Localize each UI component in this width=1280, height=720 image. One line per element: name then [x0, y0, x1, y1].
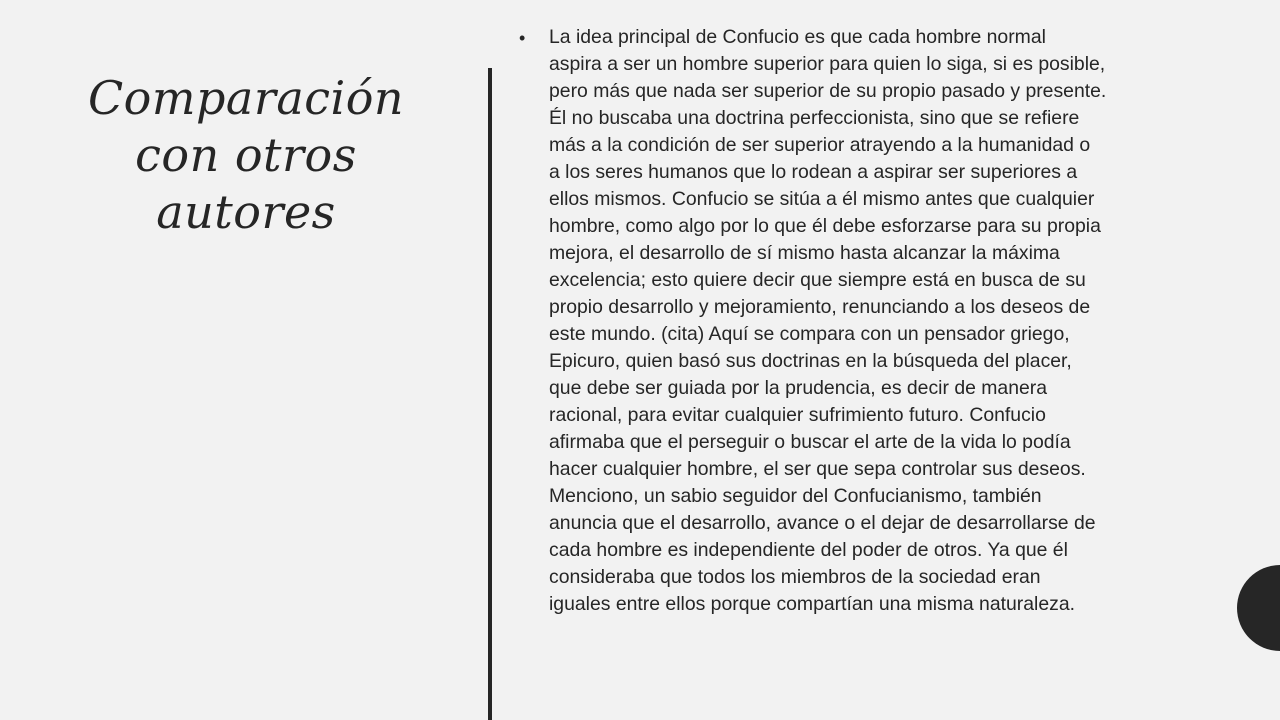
body-line: aspira a ser un hombre superior para quien lo siga, si es posible, — [549, 53, 1106, 75]
body-line: iguales entre ellos porque compartían una misma naturaleza. — [549, 593, 1075, 615]
vertical-divider — [488, 68, 492, 720]
title-line: autores — [156, 185, 336, 239]
title-line: Comparación — [87, 71, 405, 125]
body-line: a los seres humanos que lo rodean a aspirar ser superiores a — [549, 161, 1078, 183]
body-line: excelencia; esto quiere decir que siempre está en busca de su — [549, 269, 1086, 291]
body-line: La idea principal de Confucio es que cada hombre normal — [549, 26, 1046, 48]
body-line: pero más que nada ser superior de su propio pasado y presente. — [549, 80, 1107, 102]
body-line: afirmaba que el perseguir o buscar el arte de la vida lo podía — [549, 431, 1071, 453]
body-line: hacer cualquier hombre, el ser que sepa controlar sus deseos. — [549, 458, 1086, 480]
body-line: racional, para evitar cualquier sufrimiento futuro. Confucio — [549, 404, 1046, 426]
slide-title — [60, 70, 432, 241]
body-line: hombre, como algo por lo que él debe esforzarse para su propia — [549, 215, 1101, 237]
body-line: ellos mismos. Confucio se sitúa a él mismo antes que cualquier — [549, 188, 1095, 210]
body-line: Él no buscaba una doctrina perfeccionista, sino que se refiere — [549, 107, 1080, 129]
body-line: consideraba que todos los miembros de la sociedad eran — [549, 566, 1041, 588]
body-line: Menciono, un sabio seguidor del Confucianismo, también — [549, 485, 1042, 507]
body-line: Epicuro, quien basó sus doctrinas en la búsqueda del placer, — [549, 350, 1072, 372]
decorative-circle — [1237, 565, 1280, 651]
body-line: anuncia que el desarrollo, avance o el dejar de desarrollarse de — [549, 512, 1096, 534]
body-line: este mundo. (cita) Aquí se compara con un pensador griego, — [549, 323, 1070, 345]
body-line: mejora, el desarrollo de sí mismo hasta alcanzar la máxima — [549, 242, 1060, 264]
body-line: que debe ser guiada por la prudencia, es decir de manera — [549, 377, 1048, 399]
bullet-icon: • — [519, 28, 526, 48]
body-line: cada hombre es independiente del poder de otros. Ya que él — [549, 539, 1068, 561]
body-line: propio desarrollo y mejoramiento, renunciando a los deseos de — [549, 296, 1091, 318]
title-line: con otros — [135, 128, 357, 182]
body-line: más a la condición de ser superior atrayendo a la humanidad o — [549, 134, 1091, 156]
